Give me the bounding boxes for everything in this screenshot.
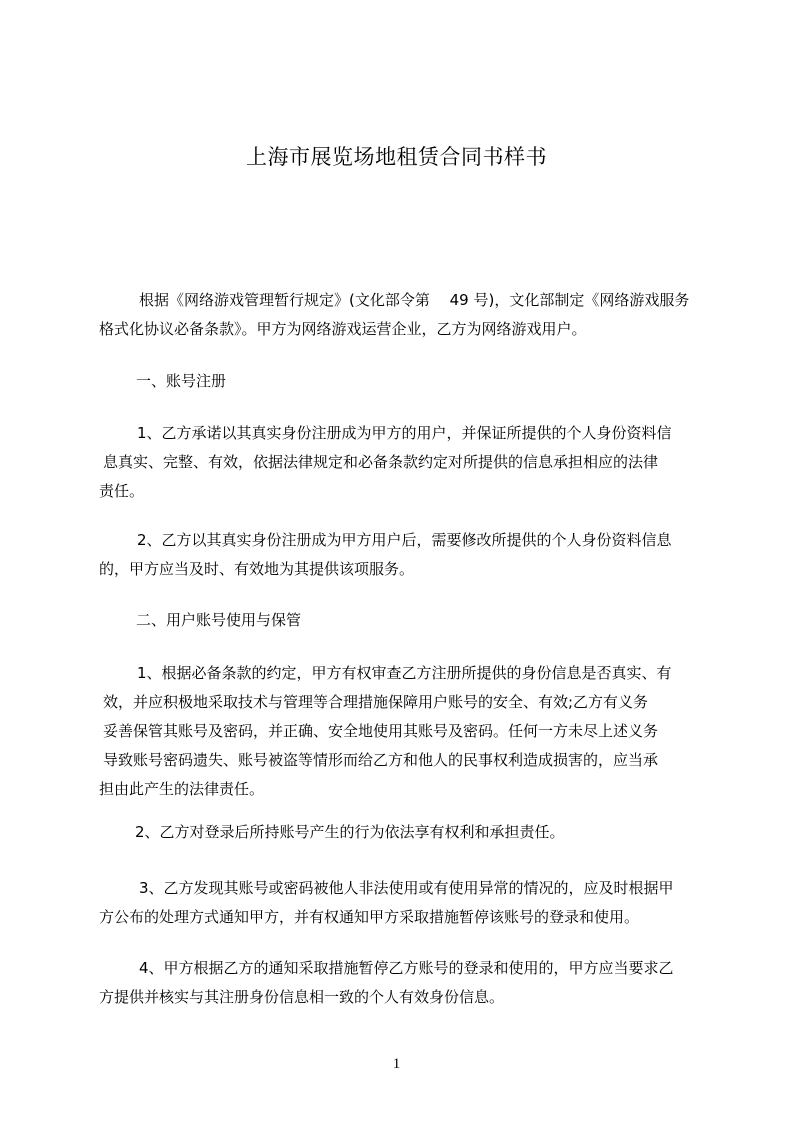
intro-paragraph: [99, 286, 689, 344]
section1-clause-1-line-3: 责任。: [99, 482, 145, 500]
section2-clause-2-line-1: 2、乙方对登录后所持账号产生的行为依法享有权利和承担责任。: [135, 823, 565, 841]
section1-heading-text: 一、账号注册: [136, 372, 227, 390]
section1-clause-1: [99, 419, 672, 506]
section1-clause-2-line-2: 的，甲方应当及时、有效地为其提供该项服务。: [99, 560, 415, 578]
section2-clause-1-line-2: 效，并应积极地采取技术与管理等合理措施保障用户账号的安全、有效;乙方有义务: [103, 693, 649, 711]
section2-clause-2: [99, 818, 565, 847]
section2-clause-1-line-3: 妥善保管其账号及密码，并正确、安全地使用其账号及密码。任何一方未尽上述义务: [103, 722, 659, 740]
section1-clause-2-line-1: 2、乙方以其真实身份注册成为甲方用户后，需要修改所提供的个人身份资料信息: [137, 531, 672, 549]
section2-clause-1: [99, 659, 672, 804]
section1-clause-2: [99, 526, 672, 584]
intro-line-2: 格式化协议必备条款》。甲方为网络游戏运营企业，乙方为网络游戏用户。: [99, 320, 587, 338]
section2-heading-text: 二、用户账号使用与保管: [136, 611, 302, 629]
document-title: 上海市展览场地租赁合同书样书: [246, 145, 547, 169]
page-number: 1: [392, 1056, 401, 1072]
section2-clause-1-line-4: 导致账号密码遗失、账号被盗等情形而给乙方和他人的民事权利造成损害的，应当承: [103, 751, 659, 769]
section1-clause-1-line-2: 息真实、完整、有效，依据法律规定和必备条款约定对所提供的信息承担相应的法律: [103, 453, 659, 471]
section2-clause-4-line-2: 方提供并核实与其注册身份信息相一致的个人有效身份信息。: [99, 988, 505, 1006]
section-heading-account-registration: [136, 367, 226, 396]
section2-clause-4-line-1: 4、甲方根据乙方的通知采取措施暂停乙方账号的登录和使用的，甲方应当要求乙: [139, 959, 674, 977]
intro-line-1: 根据《网络游戏管理暂行规定》(文化部令第 49 号)，文化部制定《网络游戏服务: [139, 291, 690, 309]
section2-clause-1-line-1: 1、根据必备条款的约定，甲方有权审查乙方注册所提供的身份信息是否真实、有: [137, 664, 672, 682]
section2-clause-3-line-2: 方公布的处理方式通知甲方，并有权通知甲方采取措施暂停该账号的登录和使用。: [99, 908, 640, 926]
section2-clause-1-line-5: 担由此产生的法律责任。: [99, 780, 265, 798]
section2-clause-3-line-1: 3、乙方发现其账号或密码被他人非法使用或有使用异常的情况的，应及时根据甲: [139, 879, 674, 897]
section2-clause-4: [99, 954, 674, 1012]
section1-clause-1-line-1: 1、乙方承诺以其真实身份注册成为甲方的用户，并保证所提供的个人身份资料信: [137, 424, 672, 442]
section-heading-account-usage: [136, 606, 301, 635]
section2-clause-3: [99, 874, 674, 932]
